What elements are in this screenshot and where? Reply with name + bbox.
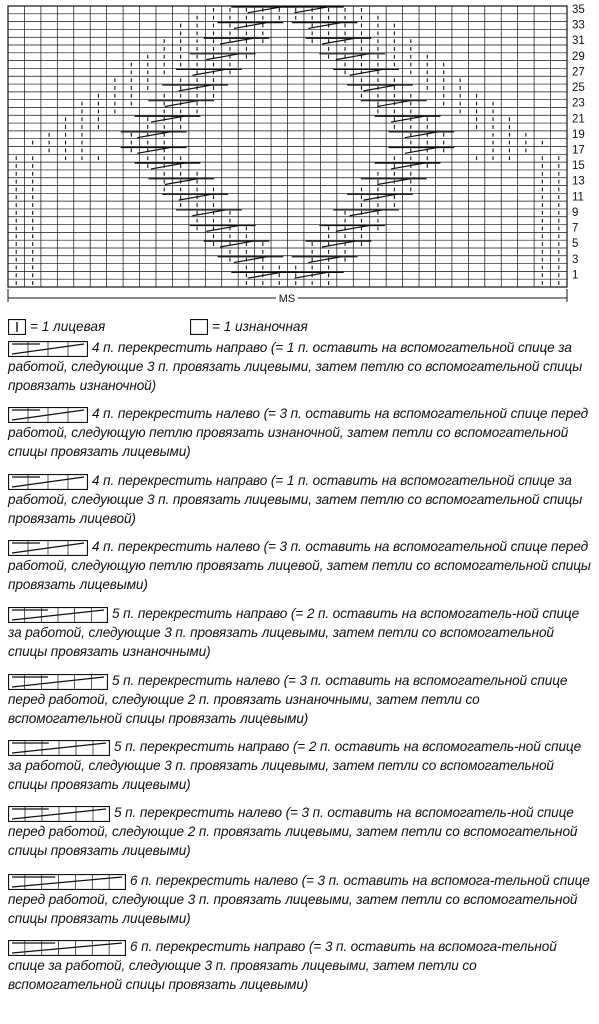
basic-stitch-legend [0, 316, 599, 338]
row-number: 23 [572, 97, 585, 110]
legend-text-5: 5 п. перекрестить направо (= 2 п. оставить на вспомогатель-ной спице за работой, следующие 3 п. провязать лицевыми, затем петли со вспомогательной спицы провязать изнаночными) [8, 606, 580, 660]
legend-text-9: 6 п. перекрестить налево (= 3 п. оставить на вспомога-тельной спице перед работой, следующие 3 п. провязать лицевыми, затем петли со вспомогательной спицы провязать лицевыми) [8, 873, 590, 927]
row-number: 3 [572, 253, 579, 266]
row-number: 11 [572, 191, 584, 204]
row-number: 33 [572, 19, 585, 32]
legend-text-8: 5 п. перекрестить налево (= 3 п. оставить на вспомогатель-ной спице перед работой, следующие 2 п. провязать лицевыми, затем петли со вспомогательной спицы провязать лицевыми) [8, 805, 578, 859]
legend-text-4: 4 п. перекрестить налево (= 3 п. оставить на вспомогательной спице перед работой, следующую петлю провязать лицевой, затем петли со вспомогательной спицы провязать лицевыми) [8, 539, 591, 593]
legend-text-6: 5 п. перекрестить налево (= 3 п. оставить на вспомогательной спице перед работой, следующие 2 п. провязать изнаночными, затем петли со вспомогательной спицы провязать лицевыми) [8, 673, 568, 727]
row-number: 19 [572, 128, 585, 141]
chart-grid [0, 0, 599, 318]
row-number: 9 [572, 206, 579, 219]
row-number: 1 [572, 269, 579, 282]
legend-text-2: 4 п. перекрестить налево (= 3 п. оставить на вспомогательной спице перед работой, следующую петлю провязать изнаночной, затем петли со вспомогательной спицы провязать лицевыми) [8, 406, 589, 460]
knit-stitch-label: = 1 лицевая [30, 319, 106, 334]
knitting-chart [0, 0, 599, 318]
row-number: 13 [572, 175, 585, 188]
row-number: 27 [572, 66, 585, 79]
purl-stitch-label: = 1 изнаночная [212, 319, 308, 334]
legend-text-7: 5 п. перекрестить направо (= 2 п. оставить на вспомогатель-ной спице за работой, следующие 3 п. провязать лицевыми, затем петли со вспомогательной спицы провязать лицевыми) [8, 739, 582, 793]
legend-text-3: 4 п. перекрестить направо (= 1 п. оставить на вспомогательной спице за работой, следующие 3 п. провязать лицевыми, затем петлю со вспомогательной спицы провязать лицевой) [8, 473, 583, 527]
row-number: 31 [572, 35, 585, 48]
legend-text-10: 6 п. перекрестить направо (= 3 п. оставить на вспомога-тельной спице за работой, следующие 3 п. провязать лицевыми, затем петли со вспомогательной спицы провязать лицевыми) [8, 939, 557, 993]
row-number: 7 [572, 222, 579, 235]
purl-stitch-icon [190, 319, 208, 335]
row-number: 5 [572, 238, 579, 251]
row-number: 17 [572, 144, 585, 157]
row-number: 29 [572, 50, 585, 63]
legend-text-1: 4 п. перекрестить направо (= 1 п. оставить на вспомогательной спице за работой, следующие 3 п. провязать лицевыми, затем петлю со вспомогательной спицы провязать изнаночной) [8, 340, 583, 394]
knit-stitch-icon [8, 319, 26, 335]
row-number: 15 [572, 160, 585, 173]
ms-label: MS [278, 293, 296, 305]
row-number: 25 [572, 82, 585, 95]
row-number: 21 [572, 113, 585, 126]
row-number: 35 [572, 4, 585, 17]
